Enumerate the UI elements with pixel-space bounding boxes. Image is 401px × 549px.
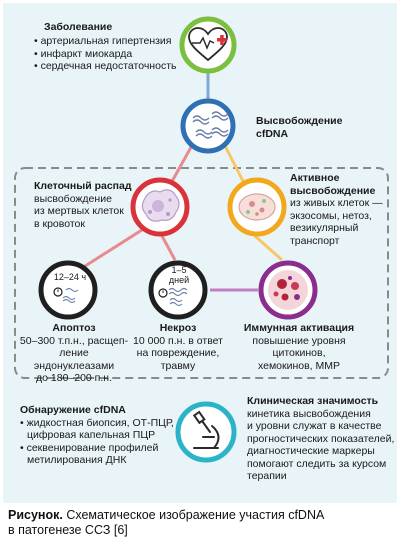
apoptosis-time: 12–24 ч bbox=[53, 272, 87, 282]
necrosis-time-line: дней bbox=[168, 274, 190, 285]
release-title-line: cfDNA bbox=[256, 127, 289, 140]
clinical-block bbox=[247, 395, 394, 483]
immune-desc: цитокинов, bbox=[272, 347, 326, 359]
detection-item-text: жидкостная биопсия, ОТ-ПЦР, bbox=[26, 416, 174, 429]
active-release-desc: из живых клеток — bbox=[290, 197, 383, 209]
caption-label: Рисунок. bbox=[8, 508, 63, 522]
caption-text: Схематическое изображение участия cfDNA bbox=[62, 508, 325, 522]
detection-item: • жидкостная биопсия, ОТ-ПЦР, bbox=[20, 416, 174, 429]
cell-decay-desc: из мертвых клеток bbox=[34, 205, 124, 217]
active-release-desc: транспорт bbox=[290, 234, 340, 247]
dna-fragments-icon bbox=[183, 101, 233, 151]
cell-decay-desc: высвобождение bbox=[34, 192, 112, 205]
clinical-desc: кинетика высвобождения bbox=[247, 407, 371, 420]
necrosis-title: Некроз bbox=[159, 322, 197, 334]
connector-active-immune bbox=[255, 236, 282, 260]
immune-desc: хемокинов, ММР bbox=[257, 359, 341, 372]
connector-decay-apoptosis bbox=[82, 228, 145, 268]
dead-cell-icon bbox=[133, 180, 187, 234]
disease-title: Заболевание bbox=[44, 21, 113, 33]
active-release-block bbox=[290, 172, 383, 247]
immune-cell-icon bbox=[261, 263, 315, 317]
heart-icon bbox=[182, 19, 234, 71]
disease-item: • инфаркт миокарда bbox=[34, 48, 176, 61]
immune-title: Иммунная активация bbox=[243, 322, 355, 334]
active-release-desc: везикулярный bbox=[290, 222, 359, 234]
detection-title: Обнаружение cfDNA bbox=[20, 404, 126, 416]
release-title bbox=[256, 115, 342, 140]
clinical-desc: и уровни служат в качестве bbox=[247, 420, 382, 432]
apoptosis-title: Апоптоз bbox=[52, 322, 96, 334]
apoptosis-desc: ление эндонуклеазами bbox=[33, 347, 115, 372]
clinical-desc: терапии bbox=[247, 470, 287, 482]
necrosis-time-line: 1–5 bbox=[171, 265, 187, 275]
necrosis-desc: травму bbox=[160, 359, 196, 372]
caption-text: в патогенезе ССЗ [6] bbox=[8, 523, 128, 537]
cell-decay-title: Клеточный распад bbox=[34, 180, 132, 192]
disease-list bbox=[34, 35, 176, 73]
living-cell-icon bbox=[230, 180, 284, 234]
microscope-icon bbox=[178, 404, 234, 460]
figure-caption bbox=[8, 508, 393, 538]
disease-item: • артериальная гипертензия bbox=[34, 35, 176, 48]
detection-item-text: метилирования ДНК bbox=[27, 454, 127, 466]
necrosis-desc: на повреждение, bbox=[136, 347, 220, 359]
detection-item-text: секвенирование профилей bbox=[26, 441, 159, 454]
necrosis-block bbox=[133, 322, 223, 372]
clinical-desc: помогают следить за курсом bbox=[247, 457, 387, 470]
connector-decay-necrosis bbox=[162, 236, 175, 260]
active-release-desc: экзосомы, нетоз, bbox=[290, 209, 372, 222]
disease-item: • сердечная недостаточность bbox=[34, 60, 176, 73]
cell-decay-block bbox=[34, 180, 132, 230]
clinical-desc: прогностических показателей, bbox=[247, 432, 395, 445]
detection-item: • секвенирование профилей bbox=[20, 441, 159, 454]
necrosis-desc: 10 000 п.н. в ответ bbox=[133, 334, 223, 347]
clinical-desc: диагностические маркеры bbox=[247, 445, 375, 457]
apoptosis-desc: 50–300 т.п.н., расщеп- bbox=[19, 334, 129, 347]
necrosis-time bbox=[166, 266, 192, 285]
immune-desc: повышение уровня bbox=[252, 334, 346, 347]
detection-block bbox=[20, 404, 174, 467]
detection-item-text: цифровая капельная ПЦР bbox=[27, 429, 156, 441]
clinical-title: Клиническая значимость bbox=[247, 395, 379, 407]
apoptosis-desc: до 180–200 п.н. bbox=[36, 372, 112, 384]
active-release-title: высвобождение bbox=[290, 184, 376, 197]
active-release-title: Активное bbox=[290, 172, 340, 184]
immune-block bbox=[240, 322, 358, 372]
release-title-line: Высвобождение bbox=[256, 115, 343, 127]
apoptosis-block bbox=[18, 322, 130, 385]
cell-decay-desc: в кровоток bbox=[34, 217, 85, 230]
